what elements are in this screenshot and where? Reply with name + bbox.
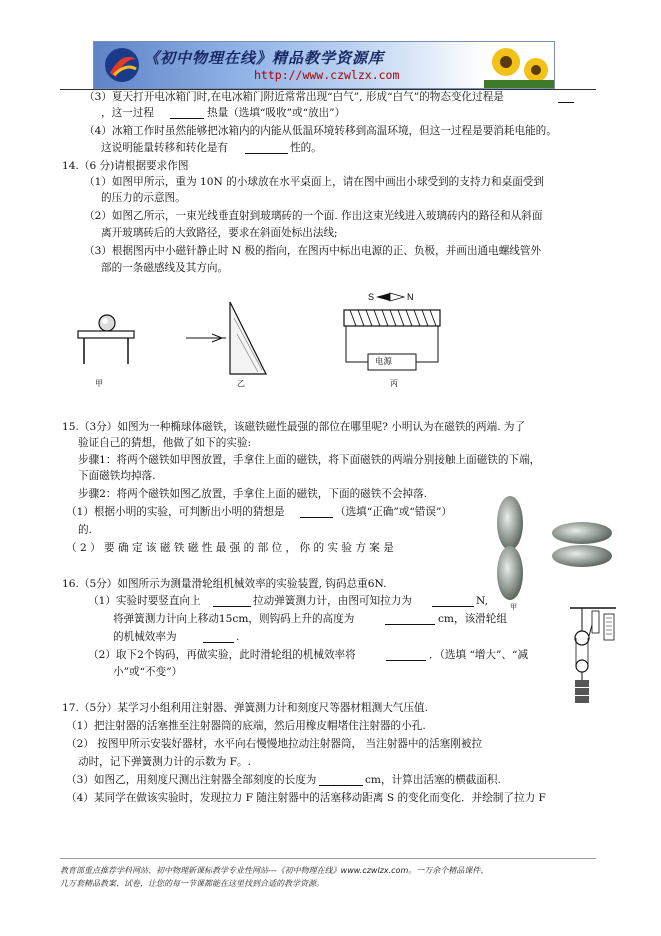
answer-blank[interactable] [432,606,474,607]
text-line: 15.（3分）如图为一种椭球体磁铁，该磁铁磁性最强的部位在哪里呢? 小明认为在磁铁的两端. 为了 [62,421,526,433]
text-line: 拉动弹簧测力计，由图可知拉力为 [253,595,412,607]
text-line: （4）某同学在做该实验时，发现拉力 F 随注射器中的活塞移动距离 S 的变化而变化．并绘制了拉力 F [66,792,546,804]
text-line: cm，该滑轮组 [438,613,507,625]
text-line: 的. [78,524,92,536]
answer-blank[interactable] [319,785,363,786]
footer-line-1: 教育部重点推荐学科网站、初中物理新课标教学专业性网站---《初中物理在线》www.czwlzx.com。一万余个精品课件、 [60,866,489,875]
sunflower-image [484,42,554,88]
figure-jia-table [70,312,140,372]
figure-ellipsoid-magnets [488,494,608,604]
text-line: （3）如图乙，用刻度尺测出注射器全部刻度的长度为 [66,774,317,786]
text-line: 步骤2：将两个磁铁如图乙放置，手拿住上面的磁铁，下面的磁铁不会掉落. [78,488,428,500]
answer-blank[interactable] [203,642,234,643]
footer-line-2: 几万套精品教案、试卷，让您的每一节课都能在这里找到合适的教学资源。 [60,879,324,888]
text-line: （2）取下2个钩码，再做实验，此时滑轮组的机械效率将 [88,649,356,661]
text-line: 验证自己的猜想，他做了如下的实验: [78,437,252,449]
text-line: 的压力的示意图。 [101,192,186,204]
text-line: 的机械效率为 [113,631,177,643]
answer-blank[interactable] [558,102,574,103]
figure-yi-prism [182,298,272,378]
text-line: （选填“正确”或“错误”） [335,506,453,518]
text-line: （1）如图甲所示，重为 10N 的小球放在水平桌面上，请在图中画出小球受到的支持力和桌面受到 [84,176,544,188]
compass-needle-icon [376,293,390,301]
text-line: 离开玻璃砖后的大致路径，要求在斜面处标出法线; [101,227,338,239]
text-line: 这说明能量转移和转化是有 [101,142,229,154]
compass-n-label: N [407,292,414,302]
banner-url[interactable]: http://www.czwlzx.com [254,68,400,82]
answer-blank[interactable] [300,517,333,518]
answer-blank[interactable] [213,606,251,607]
text-line: 动时，记下弹簧测力计的示数为 F。. [78,756,251,768]
figure-bing-solenoid [338,290,448,375]
figure-pulley-system [568,606,618,716]
text-line: 下面磁铁均掉落. [78,470,156,482]
text-line: （3）根据图丙中小磁针静止时 N 极的指向，在图丙中标出电源的正、负极，并画出通电螺线管外 [84,245,542,257]
power-source-label: 电源 [375,357,393,367]
text-line: 14.（6 分)请根据要求作图 [62,160,189,172]
text-line: cm，计算出活塞的横截面积. [365,774,501,786]
text-line: 17.（5分）某学习小组利用注射器、弹簧测力计和刻度尺等器材粗测大气压值. [62,702,428,714]
text-line: ，这一过程 [101,107,154,119]
header-banner [93,41,555,89]
text-line: 将弹簧测力计向上移动15cm，则钩码上升的高度为 [113,613,355,625]
text-line: . [236,631,240,643]
answer-blank[interactable] [170,118,204,119]
text-line: （ 2 ） 要 确 定 该 磁 铁 磁 性 最 强 的 部 位 ， 你 的 实 验 方 案 是 [66,542,394,554]
answer-blank[interactable] [245,153,288,154]
figure-bing-label: 丙 [390,379,398,388]
text-line: （1）实验时要竖直向上 [88,595,201,607]
answer-blank[interactable] [386,660,426,661]
text-line: （3）夏天打开电冰箱门时,在电冰箱门附近常常出现“白气”, 形成“白气”的物态变化过程是 [84,91,504,103]
text-line: 小”或“不变”） [113,666,183,678]
magnet-figure-jia-label: 甲 [510,603,517,611]
text-line: 16.（5分）如图所示为测量滑轮组机械效率的实验装置, 钩码总重6N. [62,578,387,590]
figure-jia-label: 甲 [95,379,103,388]
logo-icon [102,45,142,85]
text-line: 部的一条磁感线及其方向。 [101,262,229,274]
text-line: 步骤1：将两个磁铁如甲图放置，手拿住上面的磁铁，将下面磁铁的两端分别接触上面磁铁的下端， [78,454,541,466]
text-line: （2）如图乙所示，一束光线垂直射到玻璃砖的一个面. 作出这束光线进入玻璃砖内的路径和从斜面 [84,210,543,222]
text-line: N, [476,595,488,607]
text-line: （1）根据小明的实验，可判断出小明的猜想是 [66,506,285,518]
compass-s-label: S [368,292,375,302]
banner-title: 《初中物理在线》精品教学资源库 [144,49,385,67]
text-line: （1）把注射器的活塞推至注射器筒的底端，然后用橡皮帽堵住注射器的小孔. [66,720,426,732]
text-line: 性的。 [290,142,322,154]
text-line: 热量（选填“吸收”或“放出”） [207,107,346,119]
footer-rule [60,858,596,859]
figure-yi-label: 乙 [237,379,245,388]
text-line: （2） 按图甲所示安装好器材，水平向右慢慢地拉动注射器筒， 当注射器中的活塞刚被拉 [66,738,483,750]
answer-blank[interactable] [385,624,435,625]
text-line: （4）冰箱工作时虽然能够把冰箱内的内能从低温环境转移到高温环境，但这一过程是要消耗电能的。 [84,125,557,137]
text-line: ．（选填 “增大”、“减 [429,649,529,661]
